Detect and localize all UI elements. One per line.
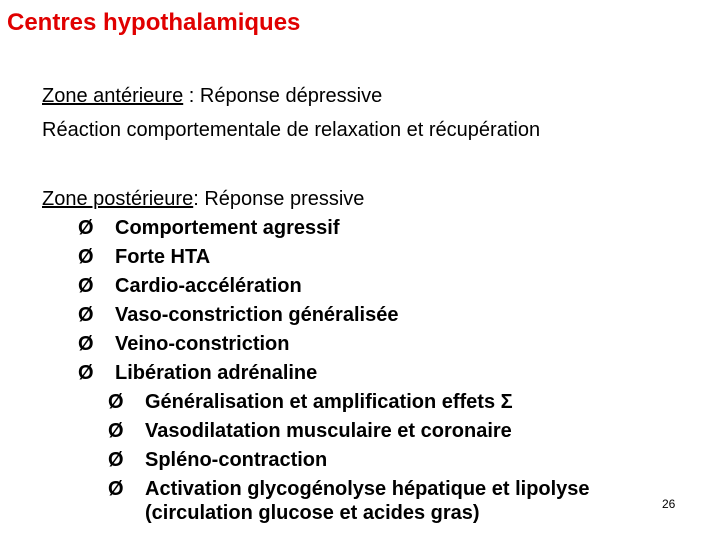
- page-number: 26: [662, 497, 676, 511]
- list-item: [78, 245, 210, 269]
- sub-list-item: [108, 477, 590, 501]
- arrow-bullet-icon: Ø: [108, 478, 124, 500]
- sub-list-item-text: Spléno-contraction: [145, 449, 328, 471]
- arrow-bullet-icon: Ø: [108, 449, 124, 471]
- arrow-bullet-icon: Ø: [78, 217, 94, 239]
- arrow-bullet-icon: Ø: [108, 420, 124, 442]
- sub-list-item-text: Activation glycogénolyse hépatique et lipolyse: [145, 478, 590, 500]
- arrow-bullet-icon: Ø: [78, 275, 94, 297]
- posterior-zone-heading: [42, 187, 364, 211]
- sub-list-item-text: Généralisation et amplification effets Σ: [145, 391, 513, 413]
- continuation-line: (circulation glucose et acides gras): [145, 502, 480, 524]
- list-item-text: Cardio-accélération: [115, 275, 302, 297]
- posterior-separator: :: [193, 188, 205, 210]
- sub-list-item: [108, 448, 327, 472]
- list-item: [78, 332, 289, 356]
- anterior-response: Réponse dépressive: [199, 85, 383, 107]
- anterior-separator: :: [183, 85, 200, 107]
- sub-list-item-text: Vasodilatation musculaire et coronaire: [145, 420, 512, 442]
- posterior-zone-label: Zone postérieure: [42, 188, 194, 210]
- slide-title: Centres hypothalamiques: [7, 9, 301, 36]
- list-item-text: Libération adrénaline: [115, 362, 318, 384]
- anterior-zone-heading: [42, 84, 382, 108]
- arrow-bullet-icon: Ø: [78, 362, 94, 384]
- list-item: [78, 274, 302, 298]
- arrow-bullet-icon: Ø: [108, 391, 124, 413]
- anterior-zone-label: Zone antérieure: [42, 85, 184, 107]
- list-item: [78, 361, 317, 385]
- arrow-bullet-icon: Ø: [78, 246, 94, 268]
- sub-list-item: [108, 419, 512, 443]
- list-item-text: Forte HTA: [115, 246, 211, 268]
- list-item: [78, 216, 340, 240]
- list-item-text: Vaso-constriction généralisée: [115, 304, 399, 326]
- arrow-bullet-icon: Ø: [78, 304, 94, 326]
- posterior-response: Réponse pressive: [204, 188, 365, 210]
- list-item-text: Comportement agressif: [115, 217, 340, 239]
- sub-list-item: [108, 390, 513, 414]
- arrow-bullet-icon: Ø: [78, 333, 94, 355]
- list-item-text: Veino-constriction: [115, 333, 290, 355]
- anterior-description: Réaction comportementale de relaxation et récupération: [42, 119, 541, 141]
- list-item: [78, 303, 398, 327]
